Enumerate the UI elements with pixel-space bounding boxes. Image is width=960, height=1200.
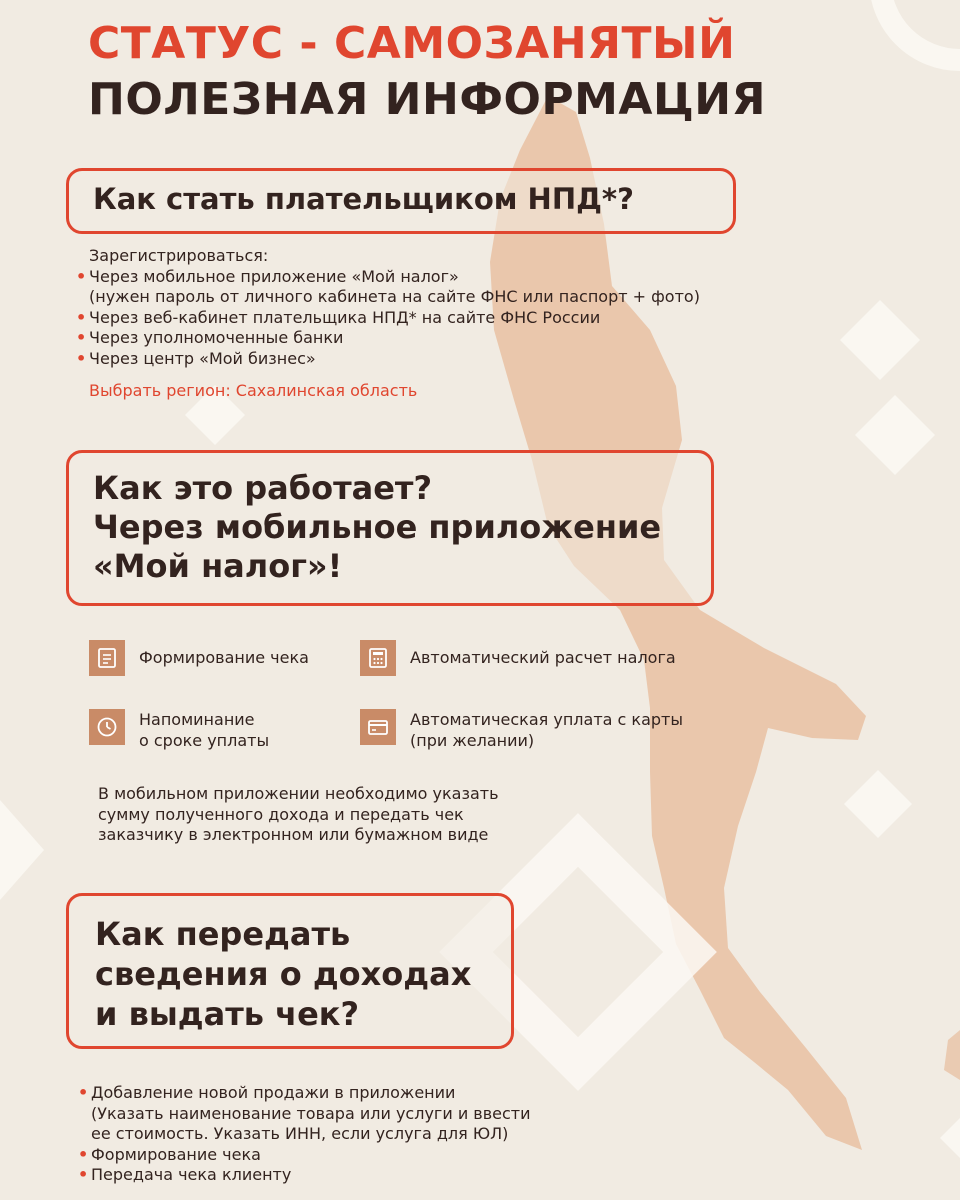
list-item: • Передача чека клиенту [78, 1165, 292, 1184]
section-heading-issue-receipt [66, 893, 514, 1049]
section-heading-line: и выдать чек? [95, 995, 360, 1033]
list-item: • Через центр «Мой бизнес» [76, 348, 316, 368]
list-item-note: ее стоимость. Указать ИНН, если услуга для ЮЛ) [91, 1124, 509, 1143]
list-item: • Через уполномоченные банки [76, 328, 344, 347]
section-heading-text: Как стать плательщиком НПД*? [93, 182, 634, 216]
bullet-icon: • [78, 1083, 89, 1102]
feature-tax-calculation [360, 640, 676, 676]
calculator-icon [360, 640, 396, 676]
section-heading-line: Через мобильное приложение [93, 508, 662, 546]
section-heading-become-payer [66, 168, 736, 234]
card-icon [360, 709, 396, 745]
feature-receipt [89, 640, 309, 676]
sale-steps-list [78, 1083, 531, 1186]
bullet-icon: • [76, 307, 87, 327]
feature-label: Напоминание о сроке уплаты [139, 710, 270, 750]
bullet-icon: • [78, 1165, 89, 1184]
feature-auto-payment [360, 709, 683, 751]
registration-list [76, 246, 700, 369]
bullet-icon: • [76, 266, 87, 286]
select-region-link[interactable]: Выбрать регион: Сахалинская область [89, 381, 418, 400]
bullet-icon: • [78, 1144, 89, 1164]
section-heading-line: Как это работает? [93, 469, 433, 507]
section-heading-line: Как передать [95, 915, 351, 953]
list-item: • Через мобильное приложение «Мой налог» [76, 266, 459, 286]
list-item: • Через веб-кабинет плательщика НПД* на сайте ФНС России [76, 307, 601, 327]
list-item-note: (нужен пароль от личного кабинета на сайте ФНС или паспорт + фото) [89, 287, 700, 306]
app-instructions-paragraph: В мобильном приложении необходимо указать сумму полученного дохода и передать чек заказчику в электронном или бумажном виде [98, 784, 499, 844]
feature-label: Автоматическая уплата с карты (при желании) [410, 710, 683, 750]
list-item-note: (Указать наименование товара или услуги и ввести [91, 1103, 531, 1123]
section-heading-how-it-works [66, 450, 714, 606]
title-useful-info: ПОЛЕЗНАЯ ИНФОРМАЦИЯ [88, 74, 766, 125]
registration-intro: Зарегистрироваться: [89, 246, 269, 265]
bullet-icon: • [76, 348, 87, 368]
feature-reminder [89, 709, 269, 751]
receipt-icon [89, 640, 125, 676]
list-item: • Формирование чека [78, 1144, 261, 1164]
list-item: • Добавление новой продажи в приложении [78, 1083, 456, 1102]
section-heading-line: «Мой налог»! [93, 547, 343, 585]
section-heading-line: сведения о доходах [95, 955, 472, 993]
feature-label: Формирование чека [139, 648, 309, 667]
feature-label: Автоматический расчет налога [410, 648, 676, 667]
bullet-icon: • [76, 328, 87, 347]
title-status: СТАТУС - САМОЗАНЯТЫЙ [88, 18, 736, 69]
clock-icon [89, 709, 125, 745]
